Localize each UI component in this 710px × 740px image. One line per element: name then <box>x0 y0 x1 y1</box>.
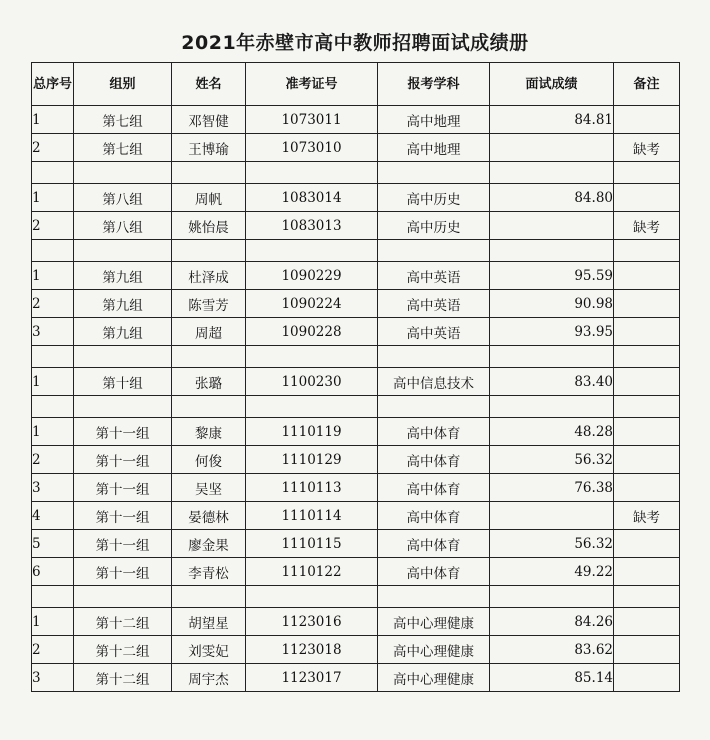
cell-group <box>74 240 172 262</box>
cell-name: 周超 <box>172 318 246 346</box>
spacer-row <box>32 396 680 418</box>
cell-score <box>490 346 614 368</box>
cell-seq: 1 <box>32 608 74 636</box>
cell-seq: 3 <box>32 474 74 502</box>
cell-subject: 高中地理 <box>378 134 490 162</box>
table-row <box>32 502 680 530</box>
cell-group <box>74 396 172 418</box>
table-row <box>32 446 680 474</box>
cell-group: 第十一组 <box>74 474 172 502</box>
table-row <box>32 212 680 240</box>
cell-name: 杜泽成 <box>172 262 246 290</box>
cell-note <box>614 608 680 636</box>
cell-exam-id: 1110119 <box>246 418 378 446</box>
cell-score <box>490 212 614 240</box>
cell-exam-id: 1073010 <box>246 134 378 162</box>
cell-subject: 高中心理健康 <box>378 608 490 636</box>
cell-exam-id <box>246 162 378 184</box>
cell-subject: 高中英语 <box>378 262 490 290</box>
cell-exam-id: 1123018 <box>246 636 378 664</box>
table-row <box>32 558 680 586</box>
cell-name: 廖金果 <box>172 530 246 558</box>
cell-subject: 高中体育 <box>378 474 490 502</box>
cell-note <box>614 418 680 446</box>
cell-seq <box>32 586 74 608</box>
cell-seq: 2 <box>32 212 74 240</box>
table-row <box>32 262 680 290</box>
cell-note <box>614 446 680 474</box>
cell-score: 48.28 <box>490 418 614 446</box>
table-row <box>32 290 680 318</box>
cell-name <box>172 162 246 184</box>
table-row <box>32 530 680 558</box>
cell-seq: 1 <box>32 368 74 396</box>
cell-exam-id: 1090224 <box>246 290 378 318</box>
cell-group <box>74 346 172 368</box>
cell-note <box>614 262 680 290</box>
cell-exam-id <box>246 346 378 368</box>
spacer-row <box>32 586 680 608</box>
cell-seq: 1 <box>32 418 74 446</box>
cell-exam-id: 1110114 <box>246 502 378 530</box>
cell-note: 缺考 <box>614 212 680 240</box>
cell-note <box>614 106 680 134</box>
table-row <box>32 474 680 502</box>
cell-subject: 高中体育 <box>378 502 490 530</box>
cell-group: 第八组 <box>74 212 172 240</box>
cell-name: 陈雪芳 <box>172 290 246 318</box>
cell-seq: 6 <box>32 558 74 586</box>
cell-seq: 2 <box>32 446 74 474</box>
cell-note <box>614 162 680 184</box>
table-row <box>32 368 680 396</box>
header-group: 组别 <box>74 63 172 106</box>
table-row <box>32 184 680 212</box>
cell-name <box>172 396 246 418</box>
cell-score <box>490 396 614 418</box>
cell-subject: 高中体育 <box>378 530 490 558</box>
cell-note <box>614 346 680 368</box>
cell-score: 83.40 <box>490 368 614 396</box>
cell-seq: 4 <box>32 502 74 530</box>
cell-group: 第十组 <box>74 368 172 396</box>
cell-score: 56.32 <box>490 446 614 474</box>
cell-seq: 3 <box>32 318 74 346</box>
cell-exam-id: 1110113 <box>246 474 378 502</box>
cell-name: 刘雯妃 <box>172 636 246 664</box>
spacer-row <box>32 240 680 262</box>
table-row <box>32 106 680 134</box>
spacer-row <box>32 162 680 184</box>
cell-name: 周帆 <box>172 184 246 212</box>
header-score: 面试成绩 <box>490 63 614 106</box>
cell-subject: 高中体育 <box>378 418 490 446</box>
header-name: 姓名 <box>172 63 246 106</box>
cell-note <box>614 184 680 212</box>
table-row <box>32 636 680 664</box>
cell-seq: 1 <box>32 184 74 212</box>
cell-group: 第十一组 <box>74 502 172 530</box>
cell-subject <box>378 162 490 184</box>
header-subject: 报考学科 <box>378 63 490 106</box>
cell-score: 56.32 <box>490 530 614 558</box>
cell-subject: 高中英语 <box>378 290 490 318</box>
cell-subject: 高中地理 <box>378 106 490 134</box>
cell-note <box>614 290 680 318</box>
cell-name <box>172 240 246 262</box>
cell-group: 第七组 <box>74 106 172 134</box>
cell-seq: 2 <box>32 636 74 664</box>
cell-subject: 高中心理健康 <box>378 636 490 664</box>
cell-seq: 2 <box>32 290 74 318</box>
cell-seq: 1 <box>32 262 74 290</box>
cell-note <box>614 558 680 586</box>
cell-note <box>614 368 680 396</box>
cell-score <box>490 502 614 530</box>
header-note: 备注 <box>614 63 680 106</box>
cell-exam-id: 1123017 <box>246 664 378 692</box>
cell-subject <box>378 586 490 608</box>
cell-note <box>614 586 680 608</box>
cell-group: 第十一组 <box>74 418 172 446</box>
score-table <box>31 62 680 692</box>
cell-score <box>490 240 614 262</box>
cell-exam-id: 1073011 <box>246 106 378 134</box>
table-header-row <box>32 63 680 106</box>
cell-exam-id: 1110115 <box>246 530 378 558</box>
cell-group <box>74 586 172 608</box>
cell-group <box>74 162 172 184</box>
header-seq: 总序号 <box>32 63 74 106</box>
cell-seq: 3 <box>32 664 74 692</box>
cell-subject <box>378 346 490 368</box>
cell-group: 第九组 <box>74 318 172 346</box>
cell-note <box>614 318 680 346</box>
cell-group: 第八组 <box>74 184 172 212</box>
cell-name: 何俊 <box>172 446 246 474</box>
cell-name: 李青松 <box>172 558 246 586</box>
cell-score <box>490 586 614 608</box>
table-body <box>32 106 680 692</box>
cell-name <box>172 346 246 368</box>
cell-name <box>172 586 246 608</box>
cell-seq <box>32 240 74 262</box>
cell-group: 第十一组 <box>74 446 172 474</box>
cell-seq <box>32 346 74 368</box>
cell-score: 83.62 <box>490 636 614 664</box>
header-exam-id: 准考证号 <box>246 63 378 106</box>
cell-score: 93.95 <box>490 318 614 346</box>
cell-group: 第十二组 <box>74 636 172 664</box>
cell-name: 姚怡晨 <box>172 212 246 240</box>
cell-exam-id: 1090229 <box>246 262 378 290</box>
cell-score: 84.81 <box>490 106 614 134</box>
cell-exam-id: 1083014 <box>246 184 378 212</box>
cell-exam-id <box>246 240 378 262</box>
cell-exam-id <box>246 586 378 608</box>
cell-seq: 5 <box>32 530 74 558</box>
cell-note <box>614 530 680 558</box>
cell-exam-id: 1090228 <box>246 318 378 346</box>
cell-exam-id: 1110129 <box>246 446 378 474</box>
table-row <box>32 664 680 692</box>
cell-exam-id: 1123016 <box>246 608 378 636</box>
cell-score: 49.22 <box>490 558 614 586</box>
table-row <box>32 418 680 446</box>
cell-exam-id: 1110122 <box>246 558 378 586</box>
cell-seq: 2 <box>32 134 74 162</box>
cell-group: 第十二组 <box>74 664 172 692</box>
cell-note <box>614 396 680 418</box>
cell-seq <box>32 396 74 418</box>
cell-score: 84.26 <box>490 608 614 636</box>
cell-note <box>614 636 680 664</box>
cell-group: 第七组 <box>74 134 172 162</box>
cell-subject: 高中体育 <box>378 446 490 474</box>
cell-subject: 高中历史 <box>378 212 490 240</box>
cell-score: 90.98 <box>490 290 614 318</box>
cell-subject: 高中英语 <box>378 318 490 346</box>
cell-subject <box>378 396 490 418</box>
cell-score: 84.80 <box>490 184 614 212</box>
cell-name: 黎康 <box>172 418 246 446</box>
page-title: 2021年赤壁市高中教师招聘面试成绩册 <box>181 32 529 54</box>
cell-name: 邓智健 <box>172 106 246 134</box>
cell-subject: 高中历史 <box>378 184 490 212</box>
cell-note <box>614 664 680 692</box>
cell-note <box>614 240 680 262</box>
cell-group: 第十二组 <box>74 608 172 636</box>
table-row <box>32 608 680 636</box>
cell-name: 王博瑜 <box>172 134 246 162</box>
cell-group: 第十一组 <box>74 558 172 586</box>
cell-name: 吴坚 <box>172 474 246 502</box>
cell-name: 张璐 <box>172 368 246 396</box>
cell-score: 95.59 <box>490 262 614 290</box>
cell-group: 第九组 <box>74 262 172 290</box>
cell-exam-id <box>246 396 378 418</box>
cell-note: 缺考 <box>614 134 680 162</box>
cell-note: 缺考 <box>614 502 680 530</box>
cell-seq <box>32 162 74 184</box>
cell-group: 第十一组 <box>74 530 172 558</box>
cell-score: 85.14 <box>490 664 614 692</box>
cell-subject: 高中心理健康 <box>378 664 490 692</box>
cell-subject: 高中信息技术 <box>378 368 490 396</box>
spacer-row <box>32 346 680 368</box>
cell-name: 胡望星 <box>172 608 246 636</box>
cell-subject <box>378 240 490 262</box>
cell-exam-id: 1083013 <box>246 212 378 240</box>
cell-group: 第九组 <box>74 290 172 318</box>
table-row <box>32 134 680 162</box>
table-row <box>32 318 680 346</box>
cell-note <box>614 474 680 502</box>
cell-score <box>490 162 614 184</box>
cell-seq: 1 <box>32 106 74 134</box>
cell-subject: 高中体育 <box>378 558 490 586</box>
cell-exam-id: 1100230 <box>246 368 378 396</box>
cell-name: 晏德林 <box>172 502 246 530</box>
cell-score <box>490 134 614 162</box>
cell-score: 76.38 <box>490 474 614 502</box>
cell-name: 周宇杰 <box>172 664 246 692</box>
